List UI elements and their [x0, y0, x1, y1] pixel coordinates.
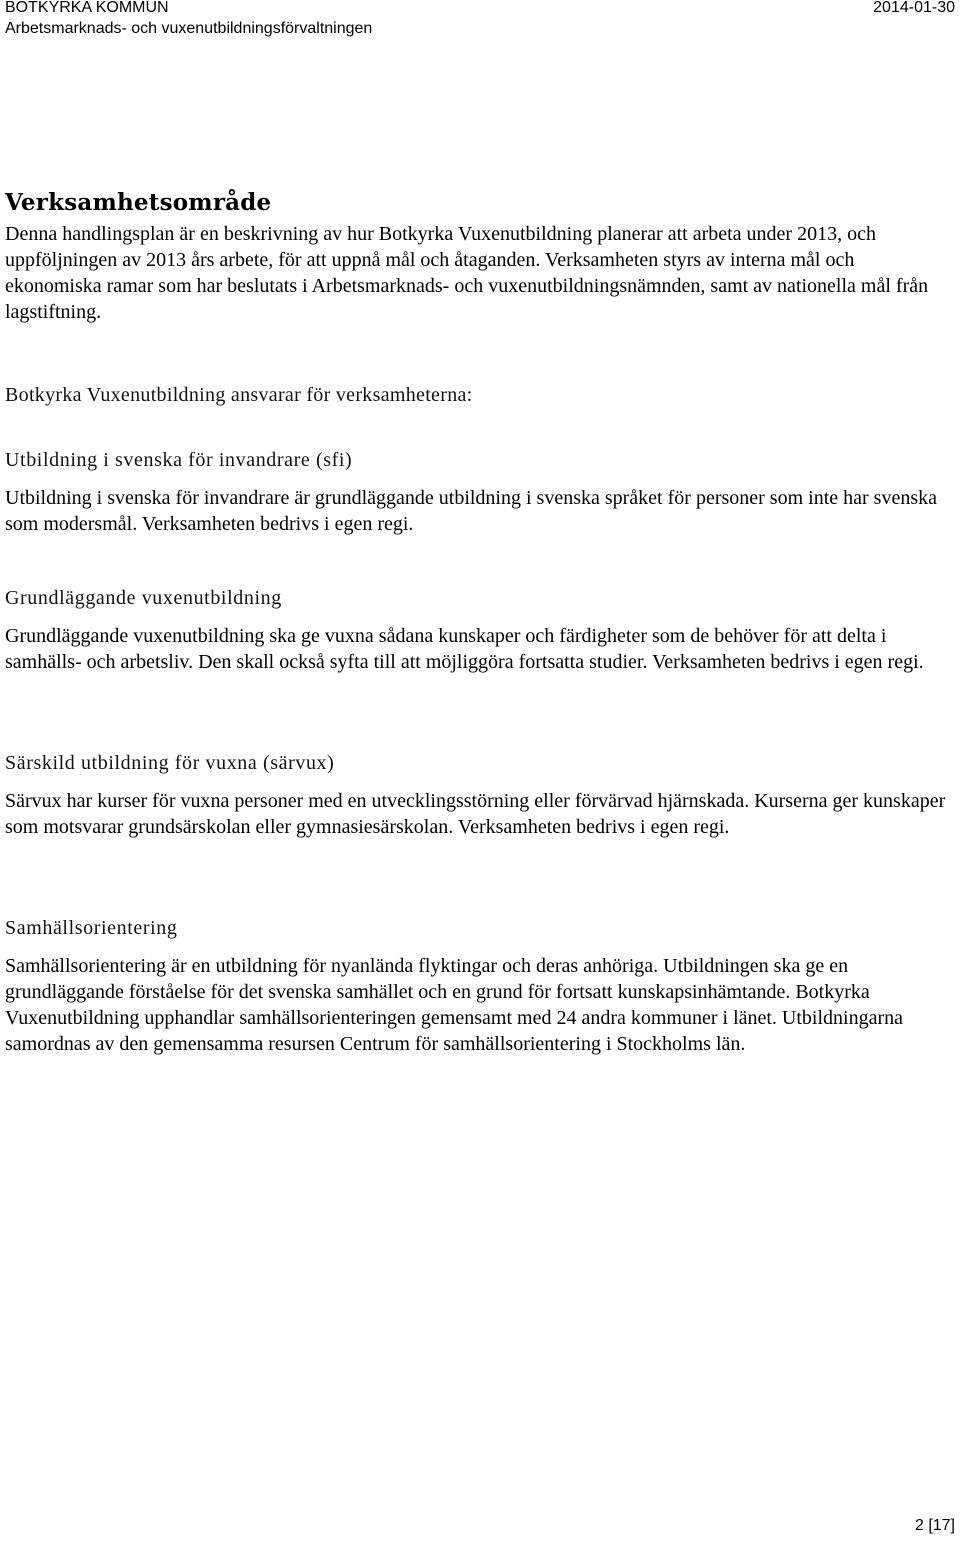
section-title: Verksamhetsområde	[5, 189, 272, 216]
header-organization: BOTKYRKA KOMMUN	[5, 0, 169, 16]
header-date: 2014-01-30	[873, 0, 955, 16]
subheading-sarvux: Särskild utbildning för vuxna (särvux)	[5, 752, 335, 774]
subheading-grundlaggande: Grundläggande vuxenutbildning	[5, 587, 282, 609]
paragraph-samhallsorientering: Samhällsorientering är en utbildning för nyanlända flyktingar och deras anhöriga. Utbildningen ska ge en grundläggande förståelse för det svenska samhället och en grund för fortsatt kunskapsinhämtande. Botkyrka Vuxenutbildning upphandlar samhällsorienteringen gemensamt med 24 andra kommuner i länet. Utbildningarna samordnas av den gemensamma resursen Centrum för samhällsorientering i Stockholms län.	[5, 955, 904, 1055]
responsibility-lead: Botkyrka Vuxenutbildning ansvarar för verksamheterna:	[5, 384, 473, 406]
paragraph-grundlaggande: Grundläggande vuxenutbildning ska ge vuxna sådana kunskaper och färdigheter som de behöver för att delta i samhälls- och arbetsliv. Den skall också syfta till att möjliggöra fortsatta studier. Verksamheten bedrivs i egen regi.	[5, 625, 924, 673]
subheading-samhallsorientering: Samhällsorientering	[5, 917, 178, 939]
paragraph-sarvux: Särvux har kurser för vuxna personer med en utvecklingsstörning eller förvärvad hjärnskada. Kurserna ger kunskaper som motsvarar grundsärskolan eller gymnasiesärskolan. Verksamheten bedrivs i egen regi.	[5, 790, 946, 838]
subheading-sfi: Utbildning i svenska för invandrare (sfi)	[5, 449, 353, 471]
paragraph-sfi: Utbildning i svenska för invandrare är grundläggande utbildning i svenska språket för personer som inte har svenska som modersmål. Verksamheten bedrivs i egen regi.	[5, 487, 937, 535]
page-number: 2 [17]	[914, 1517, 955, 1534]
intro-paragraph: Denna handlingsplan är en beskrivning av hur Botkyrka Vuxenutbildning planerar att arbeta under 2013, och uppföljningen av 2013 års arbete, för att uppnå mål och åtaganden. Verksamheten styrs av interna mål och ekonomiska ramar som har beslutats i Arbetsmarknads- och vuxenutbildningsnämnden, samt av nationella mål från lagstiftning.	[5, 223, 929, 323]
header-department: Arbetsmarknads- och vuxenutbildningsförvaltningen	[5, 20, 373, 37]
